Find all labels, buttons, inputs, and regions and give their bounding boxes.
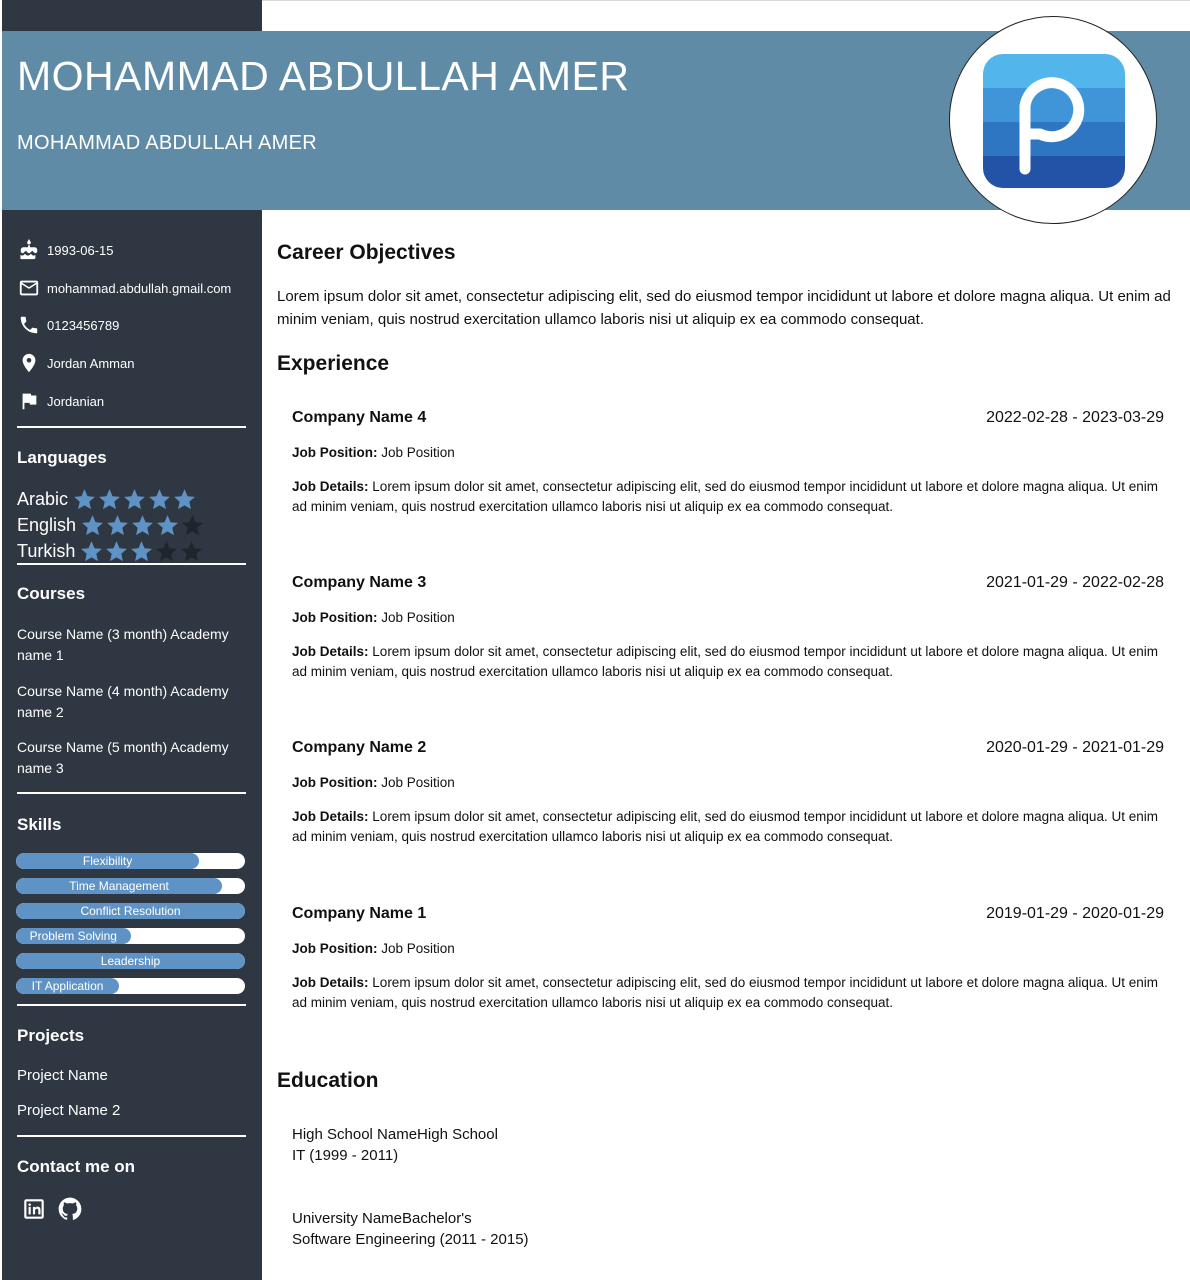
- star-filled-icon: [105, 513, 130, 538]
- skill-bar: [16, 853, 245, 869]
- career-objectives-heading: Career Objectives: [277, 241, 456, 264]
- star-filled-icon: [172, 487, 197, 512]
- job-position-label: Job Position:: [292, 941, 378, 956]
- divider: [17, 792, 246, 794]
- top-border: [262, 0, 1190, 1]
- star-empty-icon: [179, 539, 204, 564]
- birthday-cake-icon: [17, 238, 41, 262]
- education-field: IT (1999 - 2011): [292, 1147, 399, 1164]
- phone: 0123456789: [47, 317, 120, 333]
- job-position-label: Job Position:: [292, 610, 378, 625]
- skill-bar: [16, 928, 245, 944]
- star-filled-icon: [129, 539, 154, 564]
- skill-label: Leadership: [100, 954, 161, 968]
- language-row: [17, 513, 205, 537]
- avatar: [949, 16, 1157, 224]
- job-details-value: Lorem ipsum dolor sit amet, consectetur adipiscing elit, sed do eiusmod tempor incididunt ut labore et dolore magna aliqua. Ut enim ad minim veniam, quis nostrud exercitation ullamco laboris nisi ut aliquip ex ea commodo consequat.: [292, 479, 1158, 514]
- company-name: Company Name 2: [292, 739, 427, 756]
- languages-heading: Languages: [17, 448, 107, 467]
- star-filled-icon: [72, 487, 97, 512]
- job-details: [292, 477, 1164, 517]
- location-pin-icon: [17, 351, 41, 375]
- skill-label: Problem Solving: [29, 929, 117, 943]
- job-position: [292, 445, 455, 460]
- employment-dates: 2020-01-29 - 2021-01-29: [986, 739, 1164, 756]
- education-institution: University NameBachelor's: [292, 1210, 472, 1227]
- job-details-label: Job Details:: [292, 975, 369, 990]
- profile-logo-icon: [983, 54, 1125, 188]
- location: Jordan Amman: [47, 355, 135, 371]
- job-details: [292, 807, 1164, 847]
- job-details: [292, 642, 1164, 682]
- language-name: Turkish: [17, 540, 76, 561]
- star-empty-icon: [180, 513, 205, 538]
- star-filled-icon: [97, 487, 122, 512]
- course-item: Course Name (4 month) Academy name 2: [17, 683, 229, 720]
- skill-bar: [16, 953, 245, 969]
- course-item: Course Name (5 month) Academy name 3: [17, 739, 229, 776]
- job-position: [292, 941, 455, 956]
- header-subtitle: MOHAMMAD ABDULLAH AMER: [17, 132, 317, 154]
- courses-heading: Courses: [17, 584, 86, 603]
- language-rating: [79, 539, 204, 564]
- job-position-label: Job Position:: [292, 775, 378, 790]
- email-row: [17, 276, 231, 300]
- flag-icon: [17, 389, 41, 413]
- projects-heading: Projects: [17, 1026, 85, 1045]
- employment-dates: 2022-02-28 - 2023-03-29: [986, 409, 1164, 426]
- experience-heading: Experience: [277, 352, 390, 375]
- email: mohammad.abdullah.gmail.com: [47, 280, 232, 296]
- education-field: Software Engineering (2011 - 2015): [292, 1231, 529, 1248]
- project-link[interactable]: Project Name: [17, 1067, 108, 1084]
- company-name: Company Name 3: [292, 574, 427, 591]
- divider: [17, 563, 246, 565]
- employment-dates: 2019-01-29 - 2020-01-29: [986, 905, 1164, 922]
- career-objectives-text: Lorem ipsum dolor sit amet, consectetur adipiscing elit, sed do eiusmod tempor incididunt ut labore et dolore magna aliqua. Ut enim ad minim veniam, quis nostrud exercitation ullamco laboris nisi ut aliquip ex ea commodo consequat.: [277, 288, 1171, 328]
- star-filled-icon: [104, 539, 129, 564]
- job-details-value: Lorem ipsum dolor sit amet, consectetur adipiscing elit, sed do eiusmod tempor incididunt ut labore et dolore magna aliqua. Ut enim ad minim veniam, quis nostrud exercitation ullamco laboris nisi ut aliquip ex ea commodo consequat.: [292, 644, 1158, 679]
- star-filled-icon: [79, 539, 104, 564]
- star-empty-icon: [154, 539, 179, 564]
- course-item: Course Name (3 month) Academy name 1: [17, 626, 229, 663]
- education-heading: Education: [277, 1069, 379, 1092]
- language-rating: [72, 487, 197, 512]
- linkedin-icon[interactable]: [21, 1196, 47, 1222]
- job-position-value: Job Position: [381, 941, 455, 956]
- divider: [17, 426, 246, 428]
- phone-row: [17, 313, 119, 337]
- star-filled-icon: [122, 487, 147, 512]
- employment-dates: 2021-01-29 - 2022-02-28: [986, 574, 1164, 591]
- star-filled-icon: [130, 513, 155, 538]
- job-details-value: Lorem ipsum dolor sit amet, consectetur adipiscing elit, sed do eiusmod tempor incididunt ut labore et dolore magna aliqua. Ut enim ad minim veniam, quis nostrud exercitation ullamco laboris nisi ut aliquip ex ea commodo consequat.: [292, 809, 1158, 844]
- education-institution: High School NameHigh School: [292, 1126, 498, 1143]
- education-item: [292, 1124, 498, 1166]
- nationality: Jordanian: [47, 393, 105, 409]
- job-position-value: Job Position: [381, 445, 455, 460]
- location-row: [17, 351, 134, 375]
- job-position: [292, 775, 455, 790]
- job-position: [292, 610, 455, 625]
- skill-bar: [16, 978, 245, 994]
- skill-bar: [16, 903, 245, 919]
- language-row: [17, 539, 204, 563]
- job-details-label: Job Details:: [292, 479, 369, 494]
- language-row: [17, 487, 197, 511]
- job-details: [292, 973, 1164, 1013]
- project-link[interactable]: Project Name 2: [17, 1102, 121, 1119]
- language-name: Arabic: [17, 488, 69, 509]
- mail-icon: [17, 276, 41, 300]
- skill-label: Time Management: [69, 879, 169, 893]
- skill-label: Conflict Resolution: [80, 904, 181, 918]
- skills-heading: Skills: [17, 815, 62, 834]
- job-details-label: Job Details:: [292, 809, 369, 824]
- company-name: Company Name 4: [292, 409, 427, 426]
- job-details-value: Lorem ipsum dolor sit amet, consectetur adipiscing elit, sed do eiusmod tempor incididunt ut labore et dolore magna aliqua. Ut enim ad minim veniam, quis nostrud exercitation ullamco laboris nisi ut aliquip ex ea commodo consequat.: [292, 975, 1158, 1010]
- language-rating: [80, 513, 205, 538]
- github-icon[interactable]: [57, 1196, 83, 1222]
- job-position-value: Job Position: [381, 775, 455, 790]
- language-name: English: [17, 514, 77, 535]
- education-item: [292, 1208, 529, 1250]
- birthdate-row: [17, 238, 114, 262]
- star-filled-icon: [147, 487, 172, 512]
- company-name: Company Name 1: [292, 905, 427, 922]
- skill-bar: [16, 878, 245, 894]
- job-details-label: Job Details:: [292, 644, 369, 659]
- divider: [17, 1004, 246, 1006]
- skill-label: IT Application: [31, 979, 104, 993]
- nationality-row: [17, 389, 104, 413]
- birthdate: 1993-06-15: [47, 242, 114, 258]
- phone-icon: [17, 313, 41, 337]
- divider: [17, 1135, 246, 1137]
- contact-heading: Contact me on: [17, 1157, 136, 1176]
- job-position-label: Job Position:: [292, 445, 378, 460]
- full-name: MOHAMMAD ABDULLAH AMER: [17, 53, 630, 99]
- star-filled-icon: [80, 513, 105, 538]
- job-position-value: Job Position: [381, 610, 455, 625]
- star-filled-icon: [155, 513, 180, 538]
- skill-label: Flexibility: [82, 854, 133, 868]
